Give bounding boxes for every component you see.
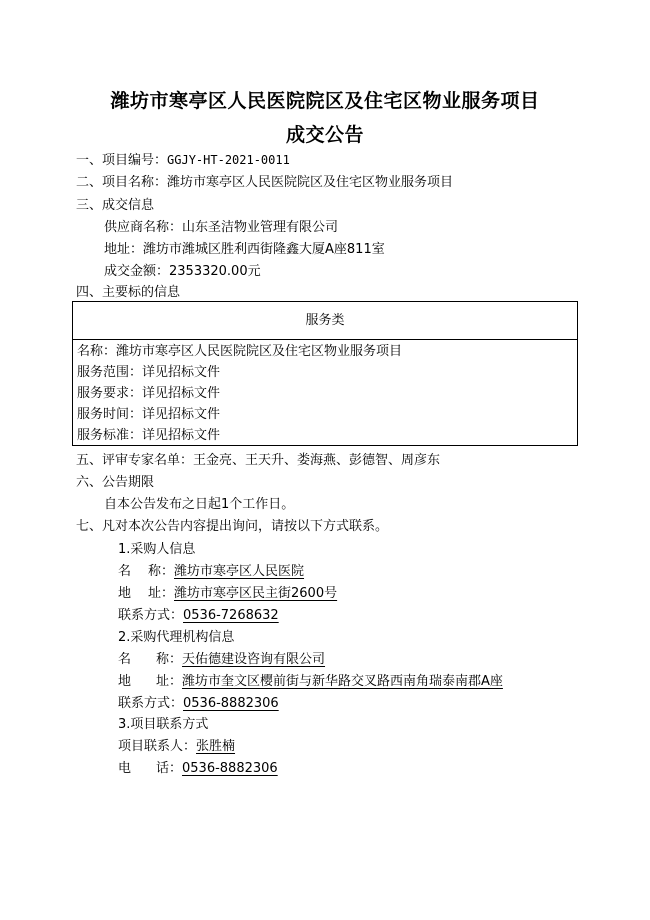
project-phone-value: 0536-8882306: [182, 761, 278, 776]
supplier-address-value: 潍坊市潍城区胜利西街隆鑫大厦A座811室: [143, 242, 385, 257]
project-person-value: 张胜楠: [196, 739, 236, 754]
document-subtitle: 成交公告: [285, 124, 364, 146]
table-row: 名称：潍坊市寒亭区人民医院院区及住宅区物业服务项目: [77, 344, 403, 359]
deal-info-heading: 三、成交信息: [76, 198, 155, 213]
project-person-label: 项目联系人：: [118, 739, 197, 754]
deal-amount-label: 成交金额：: [104, 264, 170, 279]
buyer-contact-line: [118, 607, 279, 625]
buyer-address-key1: 地: [118, 586, 132, 601]
agency-name-key2: 称：: [156, 652, 183, 667]
project-number-value: GGJY-HT-2021-0011: [167, 153, 290, 167]
supplier-address-line: [104, 241, 385, 259]
buyer-name-value: 潍坊市寒亭区人民医院: [174, 564, 305, 579]
agency-address-key1: 地: [118, 674, 132, 689]
buyer-contact-label: 联系方式：: [118, 608, 184, 623]
notice-period-heading: 六、公告期限: [76, 475, 155, 490]
agency-contact-value: 0536-8882306: [183, 696, 279, 711]
experts-label: 五、评审专家名单：: [76, 453, 194, 468]
project-number-label: 一、项目编号：: [76, 153, 168, 168]
experts-value: 王金亮、王天升、娄海燕、彭德智、周彦东: [193, 453, 441, 468]
document-title: 潍坊市寒亭区人民医院院区及住宅区物业服务项目: [110, 90, 540, 112]
agency-address-value: 潍坊市奎文区樱前街与新华路交叉路西南角瑞泰南郡A座: [182, 674, 503, 689]
buyer-contact-value: 0536-7268632: [183, 608, 279, 623]
table-row: 服务范围：详见招标文件: [77, 365, 221, 380]
supplier-line: [104, 219, 338, 237]
agency-address-key2: 址：: [156, 674, 183, 689]
project-name-value: 潍坊市寒亭区人民医院院区及住宅区物业服务项目: [167, 175, 454, 190]
project-phone-key2: 话：: [156, 761, 183, 776]
project-phone-key1: 电: [118, 761, 132, 776]
notice-period-text: 自本公告发布之日起1个工作日。: [104, 497, 295, 512]
experts-line: [76, 452, 440, 470]
agency-contact-label: 联系方式：: [118, 696, 184, 711]
supplier-value: 山东圣洁物业管理有限公司: [182, 220, 339, 235]
subject-info-heading: 四、主要标的信息: [76, 285, 181, 300]
agency-contact-line: [118, 695, 279, 713]
agency-name-value: 天佑德建设咨询有限公司: [182, 652, 326, 667]
contact-heading: 七、凡对本次公告内容提出询问，请按以下方式联系。: [76, 519, 389, 534]
table-row: 服务要求：详见招标文件: [77, 386, 221, 401]
buyer-name-line: [118, 563, 304, 581]
agency-name-line: [118, 651, 325, 669]
buyer-name-key1: 名: [118, 564, 132, 579]
project-contact-heading: 3.项目联系方式: [118, 717, 209, 732]
table-row: 服务标准：详见招标文件: [77, 428, 221, 443]
agency-name-key1: 名: [118, 652, 132, 667]
project-number-line: [76, 151, 290, 170]
buyer-address-value: 潍坊市寒亭区民主街2600号: [174, 586, 338, 601]
buyer-address-key2: 址：: [148, 586, 175, 601]
project-name-line: [76, 174, 453, 192]
table-header: 服务类: [73, 302, 577, 340]
project-name-label: 二、项目名称：: [76, 175, 168, 190]
supplier-label: 供应商名称：: [104, 220, 183, 235]
deal-amount-value: 2353320.00元: [169, 264, 261, 279]
project-person-line: [118, 738, 235, 756]
deal-amount-line: [104, 263, 261, 281]
buyer-name-key2: 称：: [148, 564, 175, 579]
supplier-address-label: 地址：: [104, 242, 144, 257]
project-phone-line: [118, 760, 278, 778]
buyer-heading: 1.采购人信息: [118, 542, 196, 557]
agency-address-line: [118, 673, 503, 691]
subject-info-table: [72, 301, 578, 446]
buyer-address-line: [118, 585, 337, 603]
table-row: 服务时间：详见招标文件: [77, 407, 221, 422]
agency-heading: 2.采购代理机构信息: [118, 630, 235, 645]
